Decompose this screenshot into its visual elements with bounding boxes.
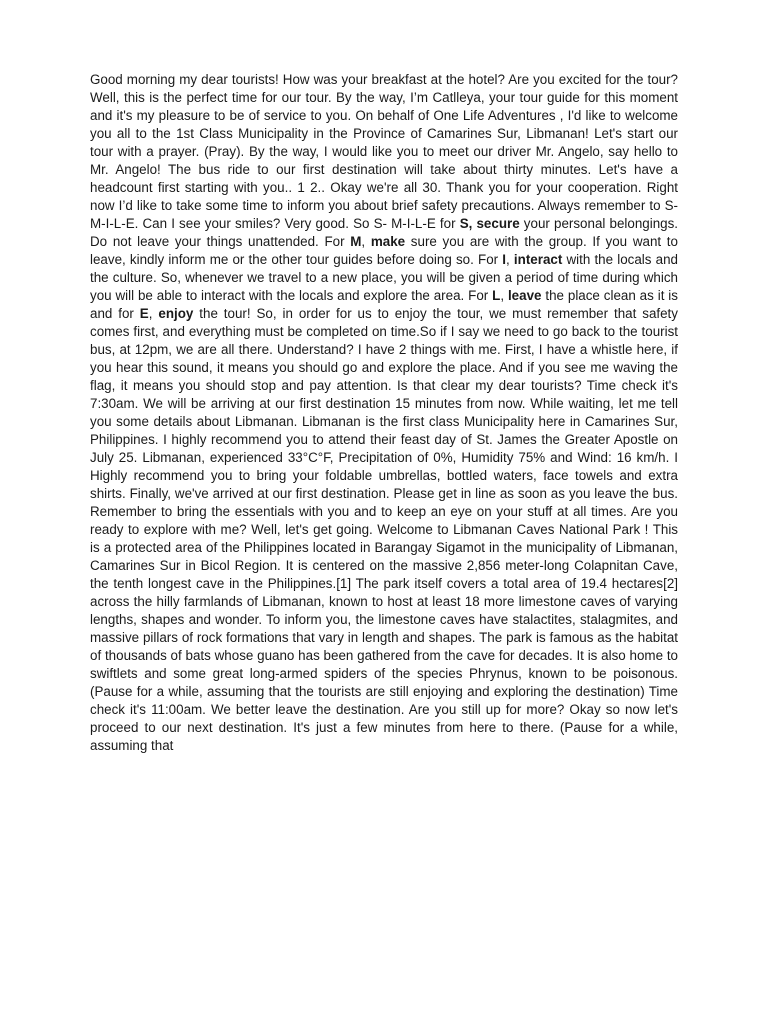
bold-term: M (350, 234, 362, 249)
bold-term: enjoy (158, 306, 194, 321)
bold-term: I (502, 252, 507, 267)
bold-term: S, secure (459, 216, 520, 231)
bold-term: interact (513, 252, 563, 267)
document-body (90, 71, 678, 755)
body-text: , (361, 234, 371, 249)
body-text: with the locals and the culture. So, whenever we travel to a new place, you will be given a period of time during which you will be able to interact with the locals and explore the area. For (90, 252, 678, 303)
bold-term: E (139, 306, 149, 321)
body-text: the tour! So, in order for us to enjoy the tour, we must remember that safety comes first, and everything must be completed on time.So if I say we need to go back to the tourist bus, at 12pm, we are all there. Understand? I have 2 things with me. First, I have a whistle here, if you hear this sound, it means you should go and explore the place. And if you see me waving the flag, it means you should stop and pay attention. Is that clear my dear tourists? Time check it's 7:30am. We will be arriving at our first destination 15 minutes from now. While waiting, let me tell you some details about Libmanan. Libmanan is the first class Municipality here in Camarines Sur, Philippines. I highly recommend you to attend their feast day of St. James the Greater Apostle on July 25. Libmanan, experienced 33°C°F, Precipitation of 0%, Humidity 75% and Wind: 16 km/h. I Highly recommend you to bring your foldable umbrellas, bottled waters, face towels and extra shirts. Finally, we've arrived at our first destination. Please get in line as soon as you leave the bus. Remember to bring the essentials with you and to keep an eye on your stuff at all times. Are you ready to explore with me? Well, let's get going. Welcome to Libmanan Caves National Park ! This is a protected area of the Philippines located in Barangay Sigamot in the municipality of Libmanan, Camarines Sur in Bicol Region. It is centered on the massive 2,856 meter-long Colapnitan Cave, the tenth longest cave in the Philippines.[1] The park itself covers a total area of 19.4 hectares[2] across the hilly farmlands of Libmanan, known to host at least 18 more limestone caves of varying lengths, shapes and wonder. To inform you, the limestone caves have stalactites, stalagmites, and massive pillars of rock formations that vary in length and shapes. The park is famous as the habitat of thousands of bats whose guano has been gathered from the cave for decades. It is also home to swiftlets and some great long-armed spiders of the species Phrynus, known to be poisonous. (Pause for a while, assuming that the tourists are still enjoying and exploring the destination) Time check it's 11:00am. We better leave the destination. Are you still up for more? Okay so now let's proceed to our next destination. It's just a few minutes from here to there. (Pause for a while, assuming that (90, 306, 678, 753)
body-text: , (148, 306, 159, 321)
body-text: , (500, 288, 508, 303)
bold-term: L (492, 288, 501, 303)
body-text: Good morning my dear tourists! How was your breakfast at the hotel? Are you excited for the tour? Well, this is the perfect time for our tour. By the way, I’m Catlleya, your tour guide for this moment and it's my pleasure to be of service to you. On behalf of One Life Adventures , I'd like to welcome you all to the 1st Class Municipality in the Province of Camarines Sur, Libmanan! Let's start our tour with a prayer. (Pray). By the way, I would like you to meet our driver Mr. Angelo, say hello to Mr. Angelo! The bus ride to our first destination will take about thirty minutes. Let's have a headcount first starting with you.. 1 2.. Okay we're all 30. Thank you for your cooperation. Right now I’d like to take some time to inform you about brief safety precautions. Always remember to S-M-I-L-E. Can I see your smiles? Very good. So S- M-I-L-E for (90, 72, 678, 231)
body-text: your personal belongings. Do not leave your things unattended. For (90, 216, 679, 249)
body-text: sure you are with the group. If you want to leave, kindly inform me or the other tour guides before doing so. For (90, 234, 678, 267)
bold-term: leave (507, 288, 542, 303)
body-text: , (506, 252, 514, 267)
bold-term: make (370, 234, 406, 249)
body-text: the place clean as it is and for (90, 288, 678, 321)
